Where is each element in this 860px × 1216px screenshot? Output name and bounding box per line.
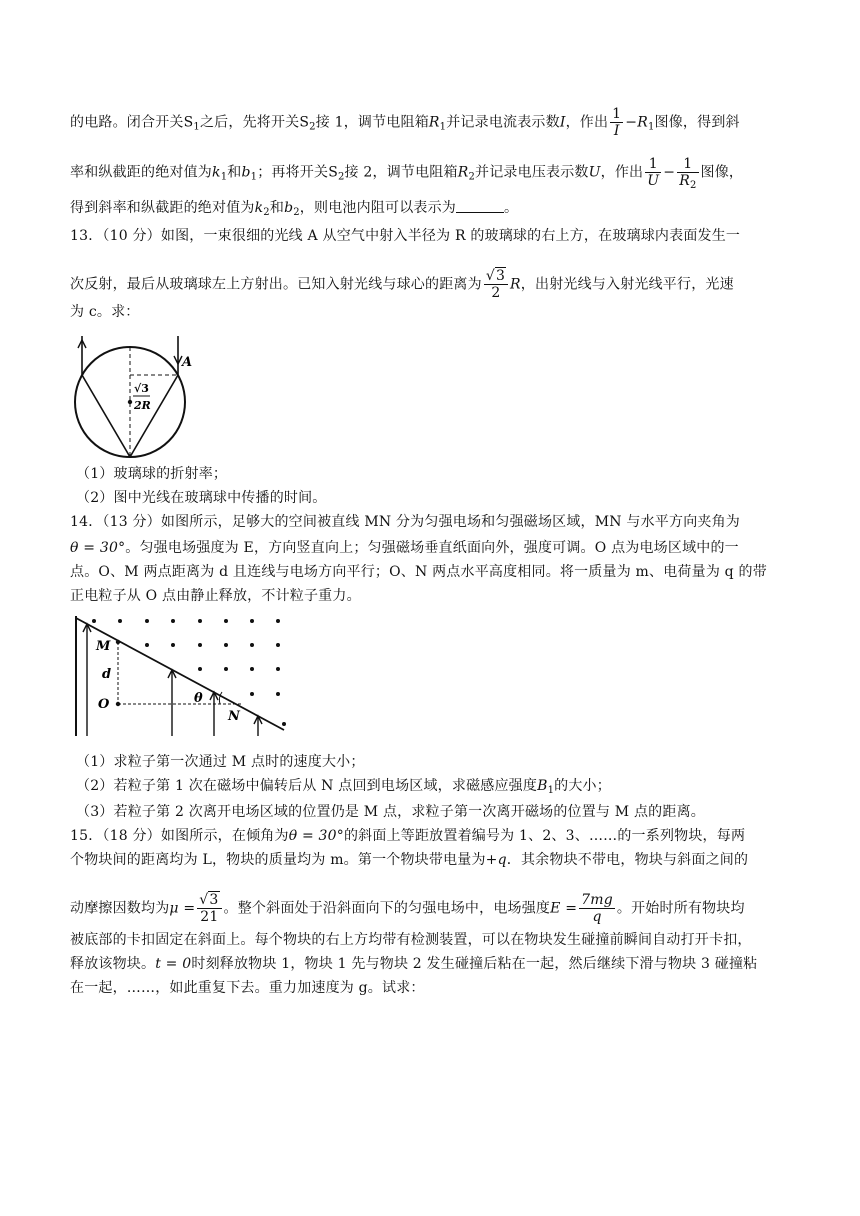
p13-question-2: （2）图中光线在玻璃球中传播的时间。 [76, 490, 327, 506]
angle-arc [219, 692, 222, 704]
p15-line-1: 15．（18 分）如图所示，在倾角为θ = 30°的斜面上等距放置着编号为 1、2、3、……的一系列物块，每两 [70, 828, 746, 844]
fraction-7mg-over-q: $\frac{7mg}{q}$ [581, 892, 613, 925]
fraction-1-over-R2: $\frac{1}{R_2}$ [679, 156, 697, 191]
p12-line-1: 的电路。闭合开关$S_1$之后，先将开关$S_2$接 1，调节电阻箱$R_1$并记录电流表示数I，作出 $\frac{1}{I}$ $-R_1$图像，得到斜 [70, 106, 740, 139]
point-O [116, 702, 120, 706]
fraction-1-over-U: $\frac{1}{U}$ [647, 156, 660, 189]
label-A: A [182, 355, 193, 370]
glass-sphere-figure [70, 334, 200, 464]
p15-line-5: 释放该物块。t = 0时刻释放物块 1，物块 1 先与物块 2 发生碰撞后粘在一起，然后继续下滑与物块 3 碰撞粘 [70, 956, 758, 972]
label-M: M [96, 639, 111, 654]
p12-line-2: 率和纵截距的绝对值为$k_1$和$b_1$；再将开关$S_2$接 2，调节电阻箱$R_2$并记录电压表示数U，作出 $\frac{1}{U}$ − $\frac{1}{R_2}$ 图像， [70, 156, 744, 191]
magnetic-field-dots [92, 619, 286, 726]
p13-question-1: （1）玻璃球的折射率； [76, 466, 228, 482]
p14-question-2: （2）若粒子第 1 次在磁场中偏转后从 N 点回到电场区域，求磁感应强度$B_1$的大小； [76, 778, 611, 796]
p15-line-3: 动摩擦因数均为μ = $\frac{√3}{21}$ 。整个斜面处于沿斜面向下的匀强电场中，电场强度E = $\frac{7mg}{q}$ 。开始时所有物块均 [70, 892, 745, 925]
field-region-figure [72, 612, 302, 742]
p12-line-3: 得到斜率和纵截距的绝对值为$k_2$和$b_2$，则电池内阻可以表示为 。 [70, 200, 519, 218]
p13-line-2: 次反射，最后从玻璃球左上方射出。已知入射光线与球心的距离为 $\frac{√3}{2}$ R，出射光线与入射光线平行，光速 [70, 268, 734, 301]
p14-question-3: （3）若粒子第 2 次离开电场区域的位置仍是 M 点，求粒子第一次离开磁场的位置与 M 点的距离。 [76, 804, 705, 820]
refracted-ray-left [82, 375, 130, 457]
p15-line-4: 被底部的卡扣固定在斜面上。每个物块的右上方均带有检测装置，可以在物块发生碰撞前瞬间自动打开卡扣， [70, 932, 752, 948]
fraction-1-over-I: $\frac{1}{I}$ [612, 106, 622, 139]
sphere-center [128, 400, 132, 404]
p15-line-6: 在一起，……，如此重复下去。重力加速度为 g。试求： [70, 980, 425, 996]
label-2R: 2R [134, 399, 151, 412]
label-O: O [98, 697, 110, 712]
p14-line-4: 正电粒子从 O 点由静止释放，不计粒子重力。 [70, 588, 361, 604]
p14-line-3: 点。O、M 两点距离为 d 且连线与电场方向平行；O、N 两点水平高度相同。将一质量为 m、电荷量为 q 的带 [70, 564, 767, 580]
label-d: d [102, 667, 112, 682]
label-theta: θ [194, 691, 203, 706]
p15-line-2: 个物块间的距离均为 L，物块的质量均为 m。第一个物块带电量为+q．其余物块不带电，物块与斜面之间的 [70, 852, 749, 868]
label-N: N [228, 709, 240, 724]
p14-line-1: 14．（13 分）如图所示，足够大的空间被直线 MN 分为匀强电场和匀强磁场区域，MN 与水平方向夹角为 [70, 514, 740, 530]
p14-question-1: （1）求粒子第一次通过 M 点时的速度大小； [76, 754, 365, 770]
fraction-sqrt3-over-21: $\frac{√3}{21}$ [197, 892, 221, 925]
p13-line-3: 为 c。求： [70, 304, 140, 320]
p14-line-2: θ = 30°。匀强电场强度为 E，方向竖直向上；匀强磁场垂直纸面向外，强度可调。O 点为电场区域中的一 [70, 540, 739, 556]
answer-blank[interactable] [456, 200, 504, 213]
point-M [116, 640, 120, 644]
label-sqrt3: √3 [134, 382, 149, 395]
fraction-sqrt3-over-2: $\frac{√3}{2}$ [484, 268, 508, 301]
p13-line-1: 13．（10 分）如图，一束很细的光线 A 从空气中射入半径为 R 的玻璃球的右上方，在玻璃球内表面发生一 [70, 228, 741, 244]
